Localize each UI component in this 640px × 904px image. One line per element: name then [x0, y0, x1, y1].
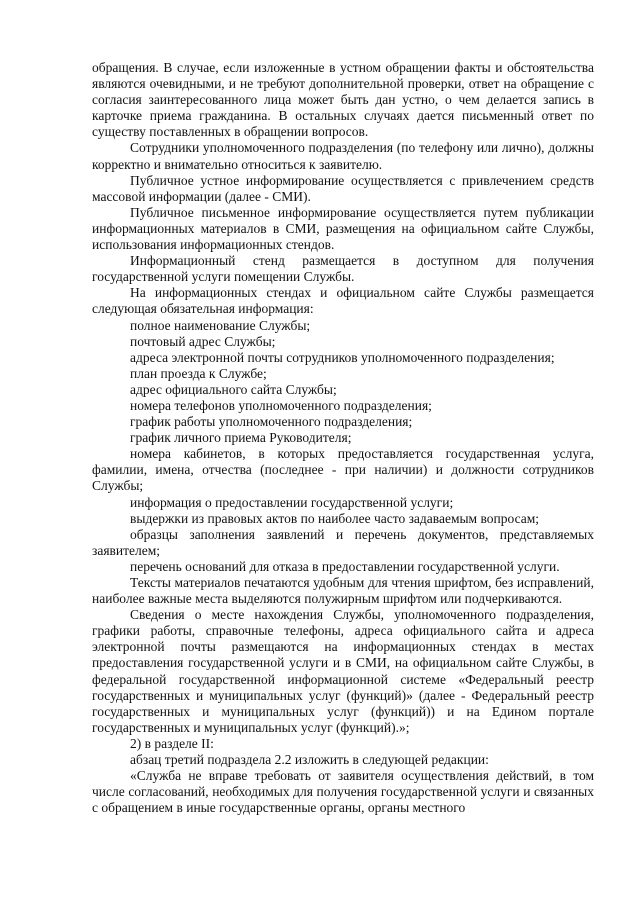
- list-item: номера кабинетов, в которых предоставляется государственная услуга, фамилии, имена, отчества (последнее - при наличии) и должности сотрудников Службы;: [92, 446, 594, 494]
- list-item: информация о предоставлении государственной услуги;: [130, 494, 454, 510]
- list-item: полное наименование Службы;: [130, 317, 311, 333]
- paragraph: 2) в разделе II:: [130, 735, 214, 751]
- list-item: адреса электронной почты сотрудников уполномоченного подразделения;: [130, 349, 555, 365]
- list-item: номера телефонов уполномоченного подразделения;: [130, 397, 432, 413]
- list-item: график личного приема Руководителя;: [130, 430, 352, 446]
- list-item: перечень оснований для отказа в предоставлении государственной услуги.: [130, 558, 560, 574]
- paragraph: На информационных стендах и официальном сайте Службы размещается следующая обязательная информация:: [92, 285, 594, 317]
- document-page: [92, 60, 594, 816]
- paragraph: Сотрудники уполномоченного подразделения (по телефону или лично), должны корректно и внимательно относиться к заявителю.: [92, 140, 594, 172]
- list-item: план проезда к Службе;: [130, 365, 267, 381]
- paragraph: «Служба не вправе требовать от заявителя осуществления действий, в том числе согласований, необходимых для получения государственной услуги и связанных с обращением в иные государственные органы, органы местного: [92, 768, 594, 816]
- list-item: адрес официального сайта Службы;: [130, 381, 337, 397]
- paragraph: абзац третий подраздела 2.2 изложить в следующей редакции:: [130, 752, 489, 768]
- list-item: график работы уполномоченного подразделения;: [130, 414, 413, 430]
- paragraph: Сведения о месте нахождения Службы, уполномоченного подразделения, графики работы, справочные телефоны, адреса официального сайта и адреса электронной почты размещаются на информационных стендах в местах предоставления государственной услуги и в СМИ, на официальном сайте Службы, в федеральной государственной информационной системе «Федеральный реестр государственных и муниципальных услуг (функций)» (далее - Федеральный реестр государственных и муниципальных услуг (функций)) и на Едином портале государственных и муниципальных услуг (функций).»;: [92, 607, 594, 735]
- paragraph: Информационный стенд размещается в доступном для получения государственной услуги помещении Службы.: [92, 253, 594, 285]
- list-item: выдержки из правовых актов по наиболее часто задаваемым вопросам;: [130, 510, 540, 526]
- paragraph: Публичное устное информирование осуществляется с привлечением средств массовой информации (далее - СМИ).: [92, 172, 594, 204]
- list-item: почтовый адрес Службы;: [130, 333, 276, 349]
- paragraph: обращения. В случае, если изложенные в устном обращении факты и обстоятельства являются очевидными, и не требуют дополнительной проверки, ответ на обращение с согласия заинтересованного лица может быть дан устно, о чем делается запись в карточке приема гражданина. В остальных случаях дается письменный ответ по существу поставленных в обращении вопросов.: [92, 60, 594, 140]
- list-item: образцы заполнения заявлений и перечень документов, представляемых заявителем;: [92, 526, 594, 558]
- paragraph: Публичное письменное информирование осуществляется путем публикации информационных материалов в СМИ, размещения на официальном сайте Службы, использования информационных стендов.: [92, 204, 594, 253]
- paragraph: Тексты материалов печатаются удобным для чтения шрифтом, без исправлений, наиболее важные места выделяются полужирным шрифтом или подчеркиваются.: [92, 575, 594, 607]
